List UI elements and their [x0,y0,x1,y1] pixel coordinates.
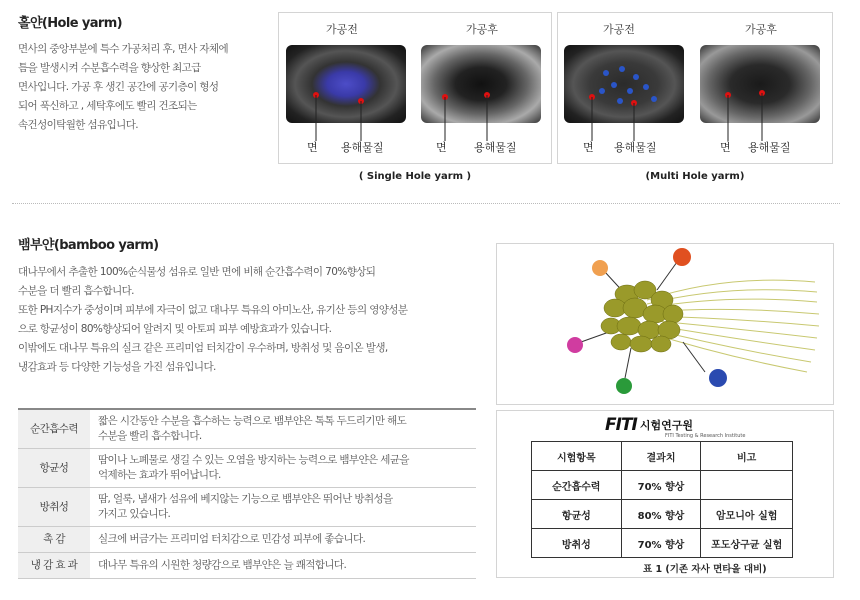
fiti-table-caption: 표 1 (기존 자사 면타올 대비) [643,564,767,575]
table-cell: 방취성 [532,529,622,558]
property-desc: 땀이나 노폐물로 생길 수 있는 오염을 방지하는 능력으로 뱀부얀은 세균을 억제하는 효과가 뛰어납니다. [90,449,476,488]
table-row [532,471,793,500]
fiti-logo-mark: FITI [605,415,637,435]
hole-desc-line: 속건성이탁월한 섬유입니다. [18,119,138,131]
single-hole-panel [278,12,552,164]
hole-desc-line: 되어 푹신하고 , 세탁후에도 빨리 건조되는 [18,100,197,112]
hole-yarn-title: 홀얀(Hole yarm) [18,16,123,31]
property-name: 순간흡수력 [18,410,90,449]
table-row [532,529,793,558]
before-label: 가공전 [326,23,358,36]
before-label: 가공전 [603,23,635,36]
property-desc: 실크에 버금가는 프리미엄 터치감으로 민감성 피부에 좋습니다. [90,527,476,553]
property-desc: 대나무 특유의 시원한 청량감으로 뱀부얀은 늘 쾌적합니다. [90,553,476,579]
after-label: 가공후 [466,23,498,36]
fiti-name: 시험연구원 [639,419,693,432]
cotton-label: 면 [307,141,318,154]
blue-molecule-icon [709,369,727,387]
table-row [18,527,476,553]
bamboo-desc-line: 으로 항균성이 80%향상되어 알려지 및 아토피 피부 예방효과가 있습니다. [18,323,332,335]
after-label: 가공후 [745,23,777,36]
property-name: 촉 감 [18,527,90,553]
single-hole-caption: ( Single Hole yarm ) [358,171,472,182]
hole-desc-line: 면사입니다. 가공 후 생긴 공간에 공기층이 형성 [18,81,219,93]
orange-molecule-icon [592,260,608,276]
bamboo-yarn-description [18,263,488,377]
multi-hole-panel [557,12,833,164]
bamboo-desc-line: 수분을 더 빨리 흡수합니다. [18,285,134,297]
bamboo-fiber-illustration [496,243,834,405]
hole-yarn-description [18,40,273,135]
table-cell: 암모니아 실험 [701,500,793,529]
pink-molecule-icon [567,337,583,353]
bamboo-desc-line: 대나무에서 추출한 100%순식물성 섬유로 일반 면에 비해 순간흡수력이 70%향상되 [18,266,376,278]
table-cell: 70% 향상 [621,471,701,500]
fiti-logo [605,415,693,435]
table-row [18,488,476,527]
hole-desc-line: 틈을 발생시켜 수분흡수력을 향상한 최고급 [18,62,201,74]
solvent-label: 용해물질 [614,141,657,154]
column-header: 비고 [701,442,793,471]
bamboo-desc-line: 이밖에도 대나무 특유의 실크 같은 프리미엄 터치감이 우수하며, 방취성 및 음이온 발생, [18,342,388,354]
table-row [18,410,476,449]
green-molecule-icon [616,378,632,394]
bamboo-desc-line: 또한 PH지수가 중성이며 피부에 자극이 없고 대나무 특유의 아미노산, 유기산 등의 영양성분 [18,304,408,316]
table-cell: 항균성 [532,500,622,529]
table-row [532,500,793,529]
fiti-subtitle: FITI Testing & Research Institute [665,433,746,439]
cotton-label: 면 [583,141,594,154]
properties-table [18,408,476,579]
fiti-results-table [531,441,793,558]
cotton-label: 면 [436,141,447,154]
property-desc: 짧은 시간동안 수분을 흡수하는 능력으로 뱀부얀은 톡톡 두드리기만 해도 수분을 빨리 흡수합니다. [90,410,476,449]
table-cell: 70% 향상 [621,529,701,558]
table-row [18,553,476,579]
fiti-results-box [496,410,834,578]
table-cell: 포도상구균 실험 [701,529,793,558]
table-header-row [532,442,793,471]
table-cell [701,471,793,500]
fiber-cluster [601,281,683,352]
column-header: 결과치 [621,442,701,471]
property-name: 냉 감 효 과 [18,553,90,579]
table-row [18,449,476,488]
solvent-label: 용해물질 [748,141,791,154]
section-divider [12,203,840,204]
hole-desc-line: 면사의 중앙부분에 특수 가공처리 후, 면사 자체에 [18,43,229,55]
solvent-label: 용해물질 [341,141,384,154]
bamboo-desc-line: 냉감효과 등 다양한 기능성을 가진 섬유입니다. [18,361,216,373]
solvent-label: 용해물질 [474,141,517,154]
table-cell: 순간흡수력 [532,471,622,500]
table-cell: 80% 향상 [621,500,701,529]
property-desc: 땀, 얼룩, 냄새가 섬유에 베지않는 기능으로 뱀부얀은 뛰어난 방취성을 가지고 있습니다. [90,488,476,527]
cotton-label: 면 [720,141,731,154]
property-name: 방취성 [18,488,90,527]
multi-hole-caption: (Multi Hole yarm) [645,171,745,182]
property-name: 항균성 [18,449,90,488]
red-molecule-icon [673,248,691,266]
column-header: 시험항목 [532,442,622,471]
bamboo-yarn-title: 뱀부얀(bamboo yarm) [18,238,159,253]
